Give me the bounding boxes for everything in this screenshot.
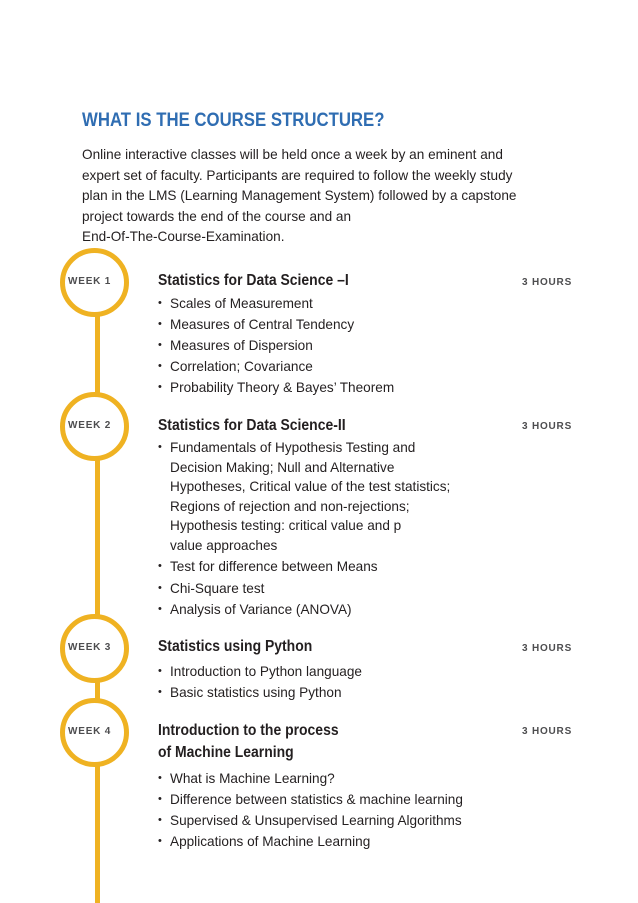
bullet-icon: •	[158, 793, 162, 805]
week-1-heading	[158, 270, 349, 292]
intro-line: plan in the LMS (Learning Management System) followed by a capstone	[82, 188, 517, 203]
week-2-heading	[158, 415, 346, 437]
list-item	[158, 789, 463, 810]
list-item	[158, 557, 450, 577]
topic-text: Introduction to Python language	[170, 664, 362, 679]
bullet-icon: •	[158, 814, 162, 826]
list-item	[158, 661, 362, 682]
week-1-hours: 3 HOURS	[522, 277, 573, 288]
list-item	[158, 314, 394, 335]
heading-line: Introduction to the process	[158, 722, 339, 739]
topic-text: Probability Theory & Bayes’ Theorem	[170, 380, 395, 395]
bullet-icon: •	[158, 686, 162, 698]
intro-line: End-Of-The-Course-Examination.	[82, 229, 285, 244]
heading-line: Statistics using Python	[158, 638, 313, 655]
week-4-heading	[158, 720, 339, 764]
topic-text: Applications of Machine Learning	[170, 834, 371, 849]
topic-text: Difference between statistics & machine learning	[170, 792, 463, 807]
bullet-icon: •	[158, 560, 162, 572]
list-item	[158, 600, 450, 620]
list-item	[158, 810, 463, 831]
week-1-label: WEEK 1	[68, 276, 112, 287]
list-item	[158, 579, 450, 599]
week-2-label: WEEK 2	[68, 420, 112, 431]
week-3-topic-list	[158, 661, 362, 703]
list-item	[158, 356, 394, 377]
list-item	[158, 377, 394, 398]
topic-text: Hypotheses, Critical value of the test statistics;	[170, 479, 451, 494]
topic-text: Supervised & Unsupervised Learning Algorithms	[170, 813, 462, 828]
topic-text: Fundamentals of Hypothesis Testing and	[170, 440, 416, 455]
intro-line: Online interactive classes will be held once a week by an eminent and	[82, 147, 503, 162]
bullet-icon: •	[158, 381, 162, 393]
list-item	[158, 831, 463, 852]
topic-text: Chi-Square test	[170, 580, 265, 596]
list-item	[158, 768, 463, 789]
week-2-topic-list	[158, 438, 450, 620]
topic-text: Measures of Dispersion	[170, 338, 313, 353]
topic-text: Test for difference between Means	[170, 559, 378, 574]
bullet-icon: •	[158, 581, 162, 594]
bullet-icon: •	[158, 835, 162, 847]
bullet-icon: •	[158, 339, 162, 351]
week-4-hours: 3 HOURS	[522, 726, 573, 737]
bullet-icon: •	[158, 297, 162, 309]
topic-text: Scales of Measurement	[170, 296, 313, 311]
topic-text: Hypothesis testing: critical value and p	[170, 518, 402, 533]
week-4-topic-list	[158, 768, 463, 852]
intro-line: expert set of faculty. Participants are required to follow the weekly study	[82, 167, 513, 183]
topic-text: What is Machine Learning?	[170, 771, 335, 786]
timeline-line	[95, 300, 100, 903]
week-3-hours: 3 HOURS	[522, 643, 573, 654]
topic-text: Regions of rejection and non-rejections;	[170, 498, 410, 514]
bullet-icon: •	[158, 772, 162, 784]
week-4-label: WEEK 4	[68, 726, 112, 737]
week-1-topic-list	[158, 293, 394, 398]
list-item	[158, 438, 450, 555]
page-title: WHAT IS THE COURSE STRUCTURE?	[82, 109, 385, 131]
topic-text: Analysis of Variance (ANOVA)	[170, 602, 352, 617]
topic-text: Basic statistics using Python	[170, 685, 342, 700]
list-item	[158, 335, 394, 356]
bullet-icon: •	[158, 318, 162, 330]
heading-line: Statistics for Data Science-II	[158, 417, 346, 434]
bullet-icon: •	[158, 441, 162, 453]
intro-line: project towards the end of the course and an	[82, 208, 352, 224]
week-3-label: WEEK 3	[68, 642, 112, 653]
week-3-heading	[158, 636, 312, 658]
topic-text: Correlation; Covariance	[170, 359, 313, 374]
list-item	[158, 682, 362, 703]
topic-text: Decision Making; Null and Alternative	[170, 459, 395, 475]
bullet-icon: •	[158, 360, 162, 372]
week-2-hours: 3 HOURS	[522, 421, 573, 432]
topic-text: Measures of Central Tendency	[170, 317, 355, 332]
list-item	[158, 293, 394, 314]
bullet-icon: •	[158, 603, 162, 615]
heading-line: Statistics for Data Science –I	[158, 272, 349, 289]
intro-paragraph	[82, 145, 562, 248]
heading-line: of Machine Learning	[158, 744, 294, 761]
bullet-icon: •	[158, 665, 162, 677]
topic-text: value approaches	[170, 537, 278, 553]
